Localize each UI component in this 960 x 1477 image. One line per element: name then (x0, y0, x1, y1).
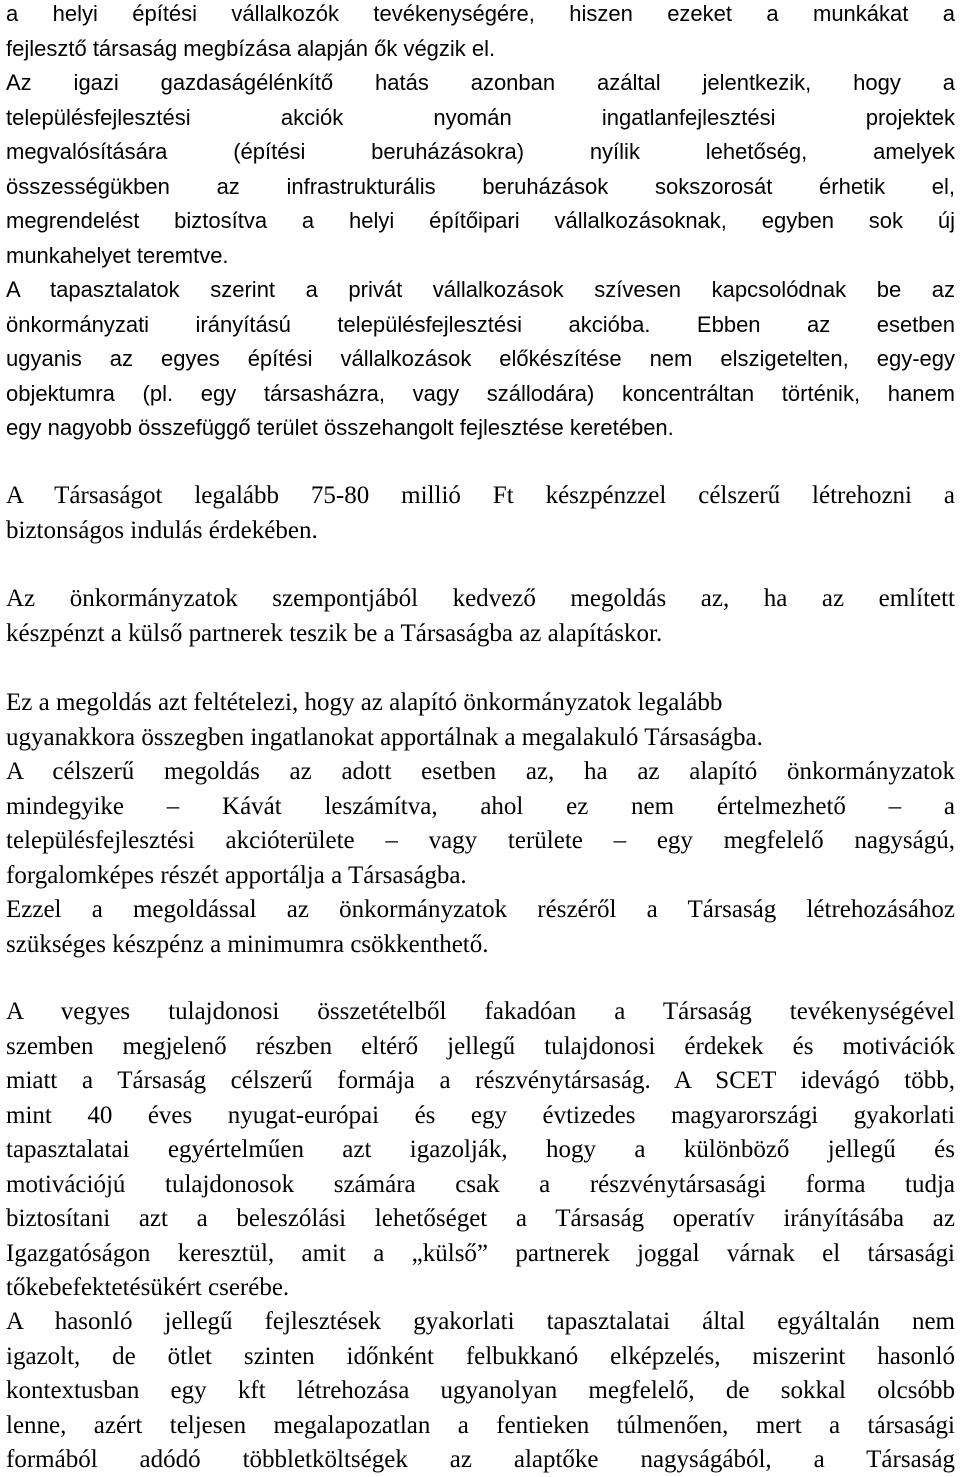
text-line: lenne, azért teljesen megalapozatlan a fentieken túlmenően, mert a társasági (6, 1411, 955, 1439)
text-line: munkahelyet teremtve. (6, 242, 229, 268)
text-line: A Társaságot legalább 75-80 millió Ft készpénzzel célszerű létrehozni a (6, 482, 955, 509)
text-line: mindegyike – Kávát leszámítva, ahol ez nem értelmezhető – a (6, 792, 955, 820)
paragraph (6, 66, 955, 273)
text-line: szükséges készpénz a minimumra csökkenthető. (6, 930, 489, 958)
text-line: motivációjú tulajdonosok számára csak a részvénytársasági forma tudja (6, 1170, 955, 1198)
text-line: kontextusban egy kft létrehozása ugyanolyan megfelelő, de sokkal olcsóbb (6, 1377, 955, 1404)
text-line: objektumra (pl. egy társasházra, vagy szállodára) koncentráltan történik, hanem (6, 380, 955, 406)
paragraph (6, 582, 955, 651)
paragraph (6, 995, 955, 1306)
paragraph (6, 273, 955, 446)
text-line: ugyanis az egyes építési vállalkozások előkészítése nem elszigetelten, egy-egy (6, 346, 955, 371)
text-line: Ez a megoldás azt feltételezi, hogy az alapító önkormányzatok legalább (6, 689, 723, 716)
text-line: készpénzt a külső partnerek teszik be a Társaságba az alapításkor. (6, 619, 663, 647)
text-line: tőkebefektetésükért cserébe. (6, 1274, 290, 1301)
text-line: mint 40 éves nyugat-európai és egy évtizedes magyarországi gyakorlati (6, 1101, 955, 1129)
text-line: Az igazi gazdaságélénkítő hatás azonban azáltal jelentkezik, hogy a (6, 70, 955, 95)
text-line: településfejlesztési akcióterülete – vagy területe – egy megfelelő nagyságú, (6, 827, 955, 854)
text-line: A vegyes tulajdonosi összetételből fakadóan a Társaság tevékenységével (6, 998, 955, 1025)
text-line: biztonságos indulás érdekében. (6, 516, 318, 544)
text-line: a helyi építési vállalkozók tevékenységére, hiszen ezeket a munkákat a (6, 1, 955, 26)
text-line: összességükben az infrastrukturális beruházások sokszorosát érhetik el, (6, 173, 955, 199)
paragraph (6, 479, 955, 548)
text-line: megvalósítására (építési beruházásokra) nyílik lehetőség, amelyek (6, 139, 955, 164)
text-line: A hasonló jellegű fejlesztések gyakorlati tapasztalatai által egyáltalán nem (6, 1308, 955, 1335)
paragraph (6, 893, 955, 962)
text-line: szemben megjelenő részben eltérő jellegű tulajdonosi érdekek és motivációk (6, 1032, 955, 1060)
text-line: miatt a Társaság célszerű formája a részvénytársaság. A SCET idevágó több, (6, 1067, 955, 1094)
paragraph (6, 1305, 955, 1477)
text-line: tapasztalatai egyértelműen azt igazolják, hogy a különböző jellegű és (6, 1136, 955, 1163)
text-line: formából adódó többletköltségek az alaptőke nagyságából, a Társaság (6, 1446, 955, 1473)
text-line: településfejlesztési akciók nyomán ingatlanfejlesztési projektek (6, 104, 955, 130)
text-line: Igazgatóságon keresztül, amit a „külső” partnerek joggal várnak el társasági (6, 1239, 955, 1267)
text-line: ugyanakkora összegben ingatlanokat apportálnak a megalakuló Társaságba. (6, 723, 763, 751)
paragraph (6, 755, 955, 893)
text-line: fejlesztő társaság megbízása alapján ők végzik el. (6, 35, 496, 61)
text-line: önkormányzati irányítású településfejlesztési akcióba. Ebben az esetben (6, 311, 955, 337)
text-line: igazolt, de ötlet szinten időnként felbukkanó elképzelés, miszerint hasonló (6, 1342, 955, 1370)
text-line: A célszerű megoldás az adott esetben az, ha az alapító önkormányzatok (6, 758, 955, 785)
text-line: Az önkormányzatok szempontjából kedvező megoldás az, ha az említett (6, 585, 955, 612)
text-line: Ezzel a megoldással az önkormányzatok részéről a Társaság létrehozásához (6, 896, 955, 923)
text-line: A tapasztalatok szerint a privát vállalkozások szívesen kapcsolódnak be az (6, 277, 955, 302)
paragraph (6, 686, 955, 755)
paragraph (6, 0, 955, 66)
text-line: forgalomképes részét apportálja a Társaságba. (6, 861, 467, 889)
text-line: egy nagyobb összefüggő terület összehangolt fejlesztése keretében. (6, 415, 674, 440)
text-line: biztosítani azt a beleszólási lehetőséget a Társaság operatív irányításába az (6, 1205, 955, 1232)
text-line: megrendelést biztosítva a helyi építőipari vállalkozásoknak, egyben sok új (6, 208, 955, 233)
